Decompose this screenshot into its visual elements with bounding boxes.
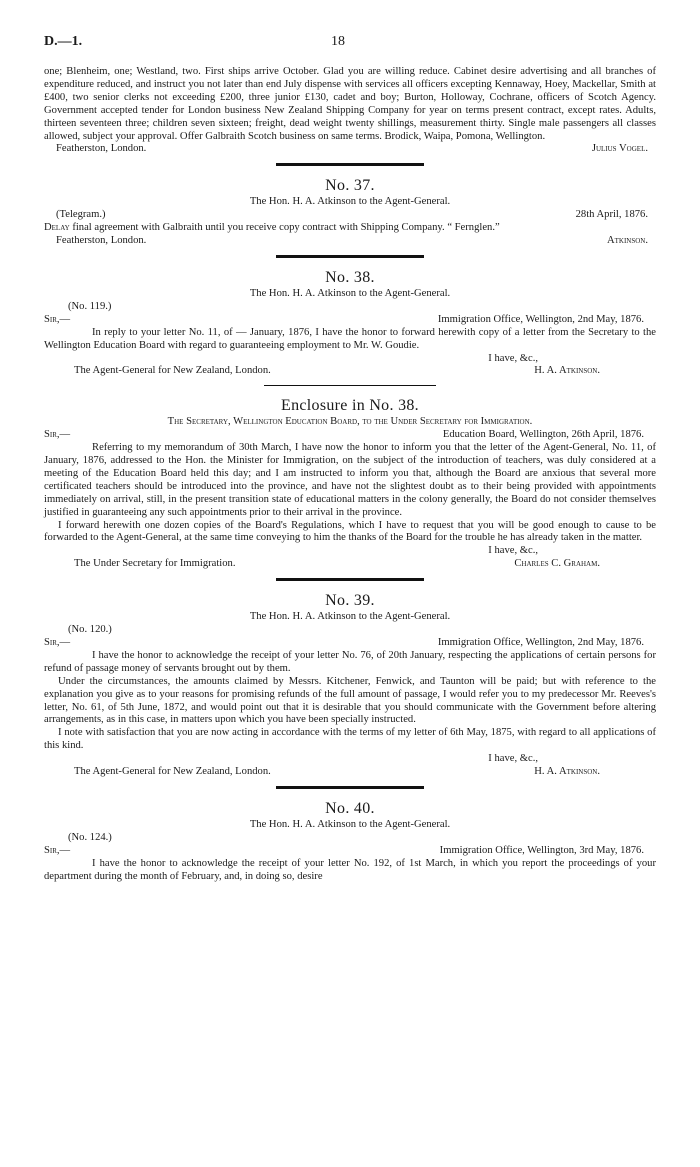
letter-37-address: Featherston, London.: [56, 235, 147, 247]
letter-40-number: (No. 124.): [68, 831, 112, 843]
letter-37-lead: Delay: [44, 222, 70, 234]
enclosure-38-signature: Charles C. Graham.: [514, 558, 600, 570]
letter-37-signoff: [44, 235, 656, 248]
enclosure-38-signoff: [44, 558, 656, 571]
letter-38-title: No. 38.: [325, 268, 375, 286]
letter-37-from-to: The Hon. H. A. Atkinson to the Agent-General.: [249, 196, 451, 208]
letter-39-title: No. 39.: [325, 592, 375, 610]
letter-37-date: 28th April, 1876.: [575, 209, 648, 221]
enclosure-38-paragraph-1: Referring to my memorandum of 30th March, I have now the honor to inform you that the letter of the Agent-General, No. 11, of January, 1876, addressed to the Hon. the Minister for Immigration, on the subject of the introduction of teachers, was duly considered at a meeting of the Education Board held this day; and I am instructed to inform you that, although the Board are anxious that several more certificated teachers should be introduced into the province, and have not the slightest doubt as to their being provided with appointments immediately on arrival, still, in the present transition state of educational matters in the colony generally, the Board do not consider themselves justified in guaranteeing any such appointments prior to their arrival in the province.: [44, 442, 656, 518]
letter-37-kind: (Telegram.): [56, 209, 106, 221]
letter-39-signoff: [44, 766, 656, 779]
letter-37-meta: [44, 209, 656, 222]
letter-38-salutation: Sir,—: [44, 313, 71, 325]
letter-39-place-date: Immigration Office, Wellington, 2nd May, 1876.: [437, 637, 644, 648]
section-divider: [276, 786, 424, 789]
continuation-signoff: [44, 143, 656, 156]
letter-37-title: No. 37.: [325, 177, 375, 195]
letter-38-from-to: The Hon. H. A. Atkinson to the Agent-General.: [249, 287, 451, 299]
letter-37-signature: Atkinson.: [606, 235, 648, 247]
letter-39-addressee: The Agent-General for New Zealand, London.: [74, 766, 271, 778]
document-reference: D.—1.: [44, 34, 83, 49]
letter-39-signature: H. A. Atkinson.: [534, 766, 600, 778]
letter-40-title: No. 40.: [325, 799, 375, 817]
enclosure-38-from-to: The Secretary, Wellington Education Board, to the Under Secretary for Immigration.: [167, 416, 533, 428]
enclosure-38-salutation: Sir,—: [44, 429, 71, 441]
letter-40-from-to: The Hon. H. A. Atkinson to the Agent-General.: [249, 818, 451, 830]
enclosure-38-place-date: Education Board, Wellington, 26th April, 1876.: [442, 429, 644, 441]
continuation-signature: Julius Vogel.: [591, 143, 648, 155]
section-divider: [276, 163, 424, 166]
letter-39-paragraph-2: Under the circumstances, the amounts claimed by Messrs. Kitchener, Fenwick, and Taunton will be paid; but with reference to the explanation you give as to your reasons for promising refunds of the full amount of passage, I would refer you to my predecessor Mr. Reeves's letter, No. 61, of 5th June, 1872, and would point out that it is desirable that you should communicate with the Government before altering arrangements, as in this case, in matters upon which you have been specially instructed.: [44, 675, 656, 726]
continuation-address: Featherston, London.: [56, 143, 147, 155]
letter-38-signature: H. A. Atkinson.: [534, 365, 600, 377]
letter-40-paragraph-1: I have the honor to acknowledge the receipt of your letter No. 192, of 1st March, in which you report the proceedings of your department during the month of February, and, in doing so, desire: [44, 857, 656, 882]
letter-37-body: [44, 222, 656, 235]
enclosure-divider: [264, 385, 436, 386]
continuation-text: one; Blenheim, one; Westland, two. First ships arrive October. Glad you are willing reduce. Cabinet desire advertising and all branches of expenditure reduced, and instruct you not later than end July dispense with services all officers excepting Kennaway, Hoey, Mackellar, Smith at £400, two senior clerks not exceeding £200, three junior £130, cadet and boy; Burton, Holloway, Cochrane, officers of Scotch Agency. Government accepted tender for London business New Zealand Shipping Company for year on terms present contract, except rates. Adults, thirteen seventeen three; children seven sixteen; freight, dead weight twenty shillings, measurement thirty. Single male passengers all classes allowed, subject your approval. Offer Galbraith Scotch business on same terms. Brodick, Waipa, Pomona, Wellington.: [44, 66, 656, 142]
letter-38-signoff: [44, 365, 656, 378]
letter-40-place-date: Immigration Office, Wellington, 3rd May, 1876.: [439, 844, 644, 856]
letter-38-heading: [44, 314, 656, 327]
section-divider: [276, 255, 424, 258]
letter-38-closing: I have, &c.,: [488, 352, 538, 364]
letter-39-closing: I have, &c.,: [488, 753, 538, 765]
letter-40-heading: [44, 845, 656, 858]
letter-39-from-to: The Hon. H. A. Atkinson to the Agent-General.: [249, 611, 451, 623]
letter-38-body: In reply to your letter No. 11, of — January, 1876, I have the honor to forward herewith copy of a letter from the Secretary to the Wellington Education Board with regard to guaranteeing employment to Mr. W. Goudie.: [44, 326, 656, 351]
page-header: [44, 36, 656, 66]
letter-39-paragraph-3: I note with satisfaction that you are now acting in accordance with the terms of my letter of 6th May, 1875, with regard to all applications of this kind.: [44, 727, 656, 752]
letter-38-number: (No. 119.): [68, 300, 112, 312]
page-number: 18: [331, 34, 345, 49]
letter-39-number: (No. 120.): [68, 624, 112, 636]
enclosure-38-closing: I have, &c.,: [488, 545, 538, 557]
letter-39-heading: [44, 637, 656, 650]
letter-37-text: final agreement with Galbraith until you receive copy contract with Shipping Company. “ Fernglen.”: [69, 222, 500, 234]
letter-38-place-date: Immigration Office, Wellington, 2nd May, 1876.: [437, 313, 644, 325]
enclosure-38-title: Enclosure in No. 38.: [281, 397, 419, 415]
letter-38-addressee: The Agent-General for New Zealand, London.: [74, 365, 271, 377]
letter-39-salutation: Sir,—: [44, 637, 71, 648]
enclosure-38-paragraph-2: I forward herewith one dozen copies of the Board's Regulations, which I have to request that you will be good enough to cause to be forwarded to the Agent-General, at the same time conveying to him the thanks of the Board for the trouble he has already taken in the matter.: [44, 519, 656, 544]
enclosure-38-heading: [44, 429, 656, 442]
letter-40-salutation: Sir,—: [44, 844, 71, 856]
letter-39-paragraph-1: I have the honor to acknowledge the receipt of your letter No. 76, of 20th January, respecting the applications of certain persons for refund of passage money of servants brought out by them.: [44, 649, 656, 674]
enclosure-38-addressee: The Under Secretary for Immigration.: [74, 558, 236, 570]
section-divider: [276, 578, 424, 581]
document-page: [44, 36, 656, 884]
